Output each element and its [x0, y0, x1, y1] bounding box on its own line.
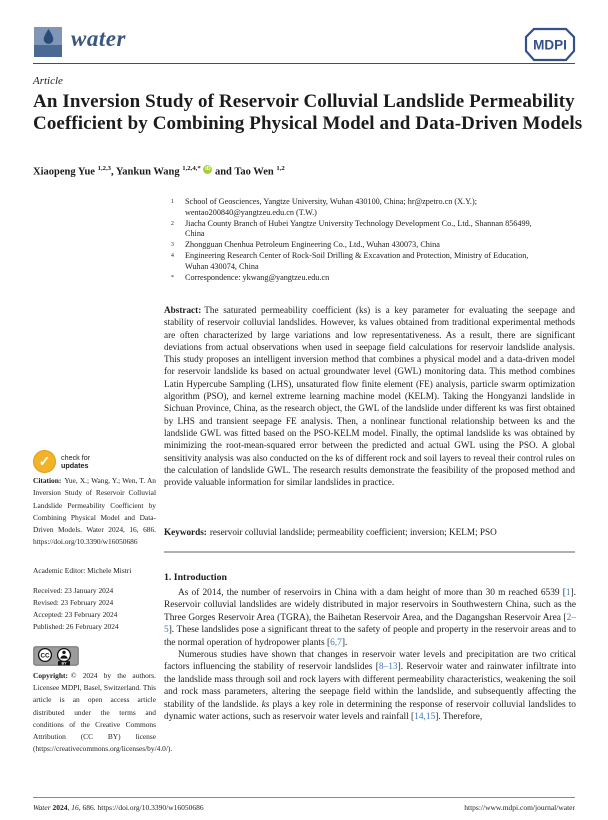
page-title: An Inversion Study of Reservoir Colluvial Landslide Permeability Coefficient by Combining Physical Model and Data-Driven Models	[33, 91, 583, 134]
text-segment: ]. Reservoir water and rainwater infiltrate into the landslide mass through soil and rock layers with different permeability characteristics, weakening the soil and rock mass parameters, altering the seepage field within the landslide, and subsequently affecting the stability of the landslide.	[164, 662, 576, 710]
text-segment: plays a key role in determining the response of reservoir colluvial landslides to dynamic water actions, such as reservoir water levels and rainfall [	[164, 699, 576, 723]
text-segment: , Yankun Wang	[111, 166, 183, 178]
check-icon	[33, 450, 56, 473]
affiliation-text: Zhongguan Chenhua Petroleum Engineering Co., Ltd., Wuhan 430073, China	[185, 240, 440, 250]
text-segment: Xiaopeng Yue	[33, 166, 98, 178]
text-segment: ks	[261, 699, 270, 710]
affiliation-marker: 1	[171, 199, 174, 205]
text-segment: ,	[67, 803, 72, 812]
water-logo-bottom	[34, 45, 62, 57]
check-for-updates-badge[interactable]	[33, 450, 90, 473]
text-segment: 2024	[52, 803, 68, 812]
text-segment: ]. These landslides pose a significant threat to the safety of people and property in the reservoir areas and to the normal operation of hydropower plants [	[164, 625, 576, 648]
date-accepted: Accepted: 23 February 2024	[33, 610, 118, 620]
person-icon	[62, 651, 65, 654]
check-label-line1: check for	[61, 452, 91, 462]
affiliation-row	[170, 251, 552, 273]
affiliation-row	[170, 219, 552, 241]
introduction-body	[164, 587, 576, 723]
check-for-updates-label	[61, 454, 90, 470]
article-type-label: Article	[33, 75, 63, 87]
citation-block	[33, 475, 156, 549]
affiliation-marker: *	[171, 274, 174, 281]
text-segment: 1,2,4,*	[182, 165, 201, 172]
citation-ref[interactable]: 14,15	[414, 712, 436, 723]
intro-paragraph	[164, 649, 576, 723]
date-revised: Revised: 23 February 2024	[33, 598, 114, 608]
text-segment: , 686. https://doi.org/10.3390/w16050686	[78, 803, 204, 812]
mdpi-logo-text: MDPI	[533, 37, 567, 53]
text-segment: and Tao Wen	[212, 166, 277, 178]
abstract-text: The saturated permeability coefficient (ks) is a key parameter for evaluating the seepage and stability of reservoir colluvial landslides. However, ks values obtained from traditional experimental methods are often characterized by large variations and low representativeness. As a result, there are significant deviations from actual observations when used in seepage field calculations for reservoir landslide analysis. This study proposes an intelligent inversion method that combines a physical model and a data-driven model for reservoir landslide ks based on actual groundwater level (GWL) monitoring data. This method combines Latin Hypercube Sampling (LHS), unsaturated flow finite element (FE) analysis, particle swarm optimization algorithm (PSO), and kernel extreme learning machine model (KELM). Taking the Hongyanzi landslide in Sichuan Province, China, as the research object, the GWL of the landslide under different ks was first obtained by LHS and transient seepage FE analysis. Then, a nonlinear functional relationship between ks and the landslide GWL was fitted based on the PSO-KELM model. Finally, the optimal landslide ks was obtained by minimizing the root-mean-squared error between the predicted and actual GWL using the PSO. A global sensitivity analysis was also conducted on the ks of different rock and soil layers to reveal their control rules on the calculation of landslide GWL. The research results demonstrate the feasibility of the proposed method and provide valuable information for similar landslides in practice.	[164, 305, 575, 488]
keywords-text: reservoir colluvial landslide; permeability coefficient; inversion; KELM; PSO	[209, 527, 497, 537]
citation-ref[interactable]: 6,7	[330, 637, 342, 648]
water-drop-icon	[42, 29, 55, 45]
keywords-divider	[164, 551, 575, 553]
water-logo-top	[34, 27, 62, 45]
text-segment: ].	[341, 637, 348, 648]
cc-by-license-badge[interactable]	[33, 646, 79, 671]
author-line	[33, 165, 285, 178]
journal-name: water	[71, 26, 126, 51]
keywords	[164, 527, 575, 537]
footer-citation	[33, 803, 204, 812]
section-heading-introduction: 1. Introduction	[164, 572, 227, 583]
intro-paragraph	[164, 587, 576, 649]
affiliation-text: Engineering Research Center of Rock-Soil Drilling & Excavation and Protection, Ministry of Education, Wuhan 430074, China	[185, 250, 529, 271]
affiliation-marker: 2	[171, 220, 174, 227]
footer-divider	[33, 797, 575, 798]
text-segment: ]. Therefore,	[435, 712, 483, 723]
text-segment: ]. Reservoir colluvial landslides are widely distributed in major reservoirs in Southwestern China, such as the Three Gorges Reservoir Area (TGRA), the Baihetan Reservoir Area, and the Dagangshan Reservoir Area [	[164, 588, 576, 623]
text-segment: 1,2	[276, 165, 285, 172]
correspondence-text: Correspondence: ykwang@yangtzeu.edu.cn	[185, 272, 330, 282]
abstract-label: Abstract:	[164, 305, 202, 315]
article-dates	[33, 585, 156, 633]
footer-journal-url[interactable]: https://www.mdpi.com/journal/water	[464, 803, 575, 812]
copyright-block	[33, 670, 173, 755]
water-journal-logo[interactable]	[34, 27, 62, 57]
by-label: BY	[61, 661, 67, 666]
citation-ref[interactable]: 2–5	[164, 612, 576, 636]
affiliation-row	[170, 273, 552, 284]
citation-ref[interactable]: 1	[565, 588, 571, 598]
check-glyph: ✓	[38, 453, 51, 469]
check-label-line2: updates	[61, 460, 89, 470]
date-published: Published: 26 February 2024	[33, 622, 119, 632]
citation-label: Citation:	[33, 476, 62, 485]
copyright-label: Copyright:	[33, 671, 68, 680]
text-segment: As of 2014, the number of reservoirs in China with a dam height of more than 30 m reached 6539 [	[178, 588, 566, 598]
keywords-label: Keywords:	[164, 527, 207, 537]
affiliation-marker: 3	[171, 242, 174, 249]
affiliation-row	[170, 240, 552, 251]
affiliations-list	[170, 197, 552, 283]
cc-icon: CC	[40, 652, 50, 660]
affiliation-text: School of Geosciences, Yangtze University, Wuhan 430100, China; hr@zpetro.cn (X.Y.); wentao200840@yangtzeu.edu.cn (T.W.)	[185, 197, 477, 217]
academic-editor: Academic Editor: Michele Mistri	[33, 566, 132, 575]
copyright-text: © 2024 by the authors. Licensee MDPI, Basel, Switzerland. This article is an open access article distributed under the terms and conditions of the Creative Commons Attribution (CC BY) license (https://creativecommons.org/licenses/by/4.0/).	[33, 671, 173, 754]
text-segment: Numerous studies have shown that changes in reservoir water levels and precipitation are two critical factors influencing the stability of reservoir landslides [	[164, 650, 576, 673]
citation-text: Yue, X.; Wang, Y.; Wen, T. An Inversion Study of Reservoir Colluvial Landslide Permeability Coefficient by Combining Physical Model and Data-Driven Models. Water 2024, 16, 686. https://doi.org/10.3390/w16050686	[33, 476, 156, 547]
footer	[33, 803, 575, 812]
date-received: Received: 23 January 2024	[33, 586, 114, 595]
affiliation-text: Jiacha County Branch of Hubei Yangtze University Technology Development Co., Ltd., Shannan 856499, China	[185, 218, 532, 239]
mdpi-logo[interactable]	[522, 26, 578, 68]
text-segment: Water	[33, 803, 53, 812]
text-segment: 1,2,3	[97, 165, 112, 172]
citation-ref[interactable]: 8–13	[378, 662, 398, 673]
abstract	[164, 304, 575, 488]
orcid-icon[interactable]: iD	[205, 166, 211, 172]
affiliation-row	[170, 197, 552, 219]
text-segment: 16	[71, 803, 79, 812]
affiliation-marker: 4	[171, 252, 174, 259]
header-divider	[33, 63, 575, 64]
